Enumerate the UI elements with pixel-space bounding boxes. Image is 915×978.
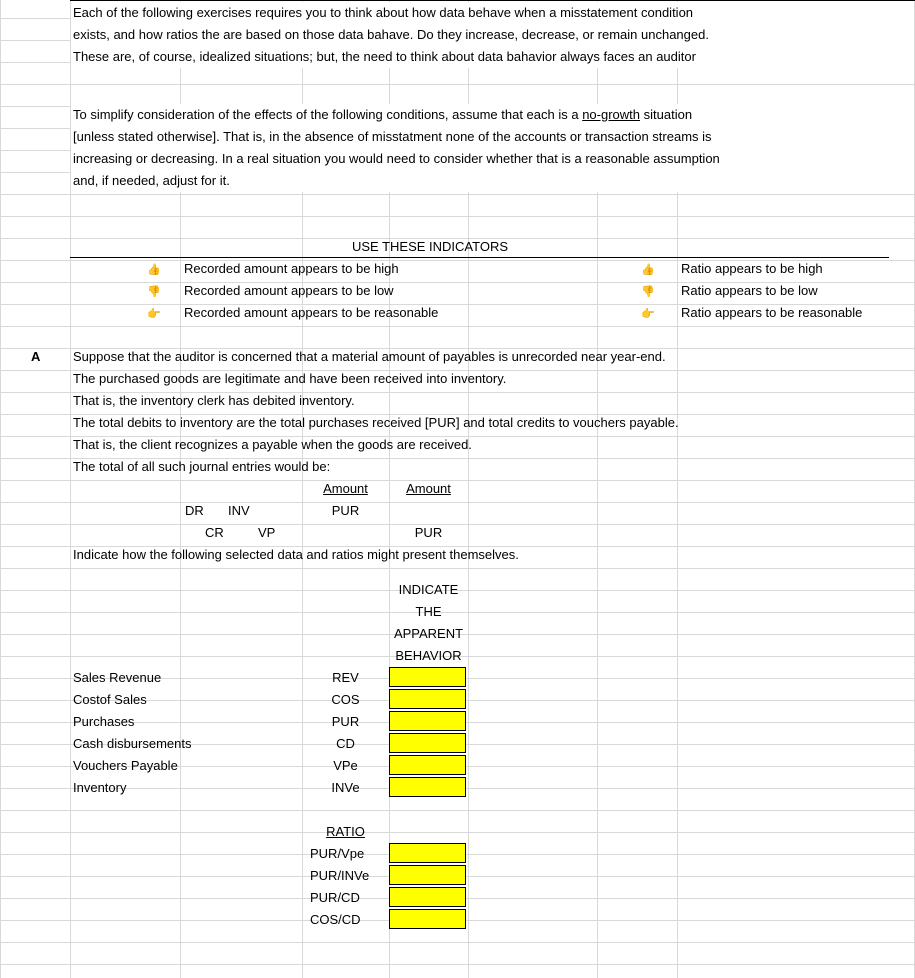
instruction-text: Indicate how the following selected data and ratios might present themselves. [73,547,519,562]
answer-cell[interactable] [389,667,466,687]
case-line: The total of all such journal entries would be: [73,459,331,474]
indicator-label: Ratio appears to be high [681,261,823,276]
journal-amount: PUR [331,503,360,518]
thumbs-down-icon: 👎 [147,286,161,298]
intro-block [71,2,914,68]
pointing-hand-icon: 👉 [641,308,655,320]
journal-cr: CR [205,525,224,540]
data-row-label: Vouchers Payable [73,758,178,773]
case-line: Suppose that the auditor is concerned that a material amount of payables is unrecorded near year-end. [73,349,666,364]
case-line: That is, the client recognizes a payable when the goods are received. [73,437,472,452]
case-letter: A [31,349,41,364]
ratio-label: COS/CD [310,912,361,927]
data-row-code: VPe [333,758,358,773]
thumbs-down-icon: 👎 [641,286,655,298]
data-row-label: Inventory [73,780,127,795]
answer-cell[interactable] [389,711,466,731]
intro-line: exists, and how ratios the are based on those data bahave. Do they increase, decrease, or remain unchanged. [73,27,709,42]
ratio-label: PUR/CD [310,890,360,905]
indicator-label: Ratio appears to be reasonable [681,305,863,320]
indicator-label: Ratio appears to be low [681,283,818,298]
behavior-header: APPARENT [393,626,464,641]
answer-cell[interactable] [389,733,466,753]
simplify-line: To simplify consideration of the effects of the following conditions, assume that each is a no-growth situation [73,107,693,122]
behavior-header: BEHAVIOR [395,648,462,663]
answer-cell[interactable] [389,843,466,863]
data-row-label: Purchases [73,714,135,729]
journal-account: INV [228,503,250,518]
case-line: The total debits to inventory are the total purchases received [PUR] and total credits to vouchers payable. [73,415,679,430]
journal-account: VP [258,525,276,540]
case-line: The purchased goods are legitimate and have been received into inventory. [73,371,507,386]
answer-cell[interactable] [389,887,466,907]
data-row-code: CD [336,736,355,751]
pointing-hand-icon: 👉 [147,308,161,320]
top-border [70,0,915,1]
answer-cell[interactable] [389,865,466,885]
indicator-label: Recorded amount appears to be low [184,283,394,298]
data-row-label: Sales Revenue [73,670,162,685]
simplify-line: and, if needed, adjust for it. [73,173,230,188]
data-row-label: Cash disbursements [73,736,192,751]
data-row-code: REV [332,670,359,685]
ratio-label: PUR/INVe [310,868,370,883]
data-row-code: INVe [331,780,360,795]
simplify-line: [unless stated otherwise]. That is, in the absence of misstatment none of the accounts or transaction streams is [73,129,712,144]
simplify-block [71,104,914,192]
data-row-code: PUR [331,714,360,729]
amount-header: Amount [406,481,451,496]
intro-line: These are, of course, idealized situations; but, the need to think about data bahavior always faces an auditor [73,49,696,64]
data-row-label: Costof Sales [73,692,147,707]
answer-cell[interactable] [389,909,466,929]
thumbs-up-icon: 👍 [147,264,161,276]
indicator-label: Recorded amount appears to be reasonable [184,305,439,320]
data-row-code: COS [331,692,360,707]
journal-amount: PUR [414,525,443,540]
journal-dr: DR [185,503,204,518]
amount-header: Amount [323,481,368,496]
answer-cell[interactable] [389,755,466,775]
intro-line: Each of the following exercises requires you to think about how data behave when a misstatement condition [73,5,694,20]
ratio-label: PUR/Vpe [310,846,365,861]
answer-cell[interactable] [389,689,466,709]
thumbs-up-icon: 👍 [641,264,655,276]
behavior-header: THE [415,604,442,619]
answer-cell[interactable] [389,777,466,797]
behavior-header: INDICATE [398,582,459,597]
indicators-heading: USE THESE INDICATORS [351,239,509,254]
case-line: That is, the inventory clerk has debited inventory. [73,393,355,408]
indicator-label: Recorded amount appears to be high [184,261,399,276]
ratio-header: RATIO [326,824,365,839]
simplify-line: increasing or decreasing. In a real situation you would need to consider whether that is a reasonable assumption [73,151,720,166]
